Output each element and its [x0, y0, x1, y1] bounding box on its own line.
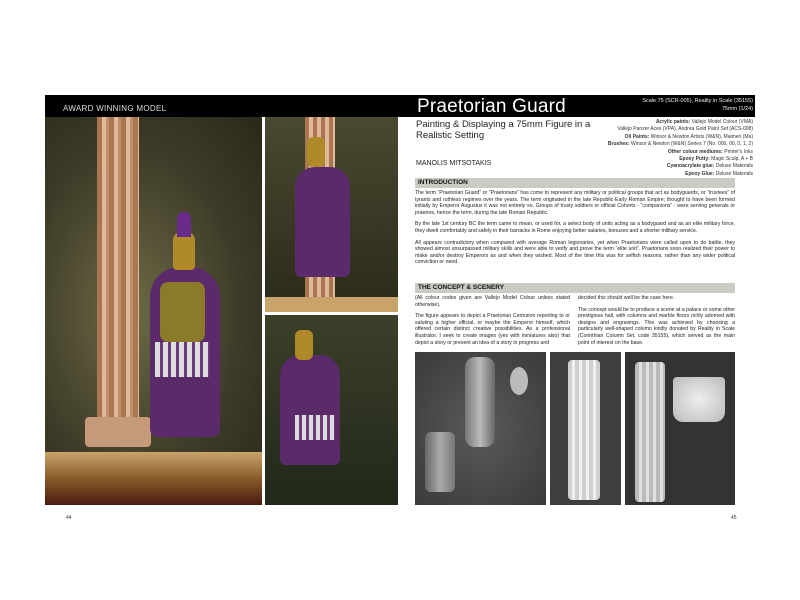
scale-line: 75mm (1/24): [721, 106, 753, 112]
material-item: [608, 126, 753, 133]
page-number-left: 44: [66, 515, 72, 521]
marble-base: [45, 452, 262, 505]
concept-column-1: [415, 295, 570, 351]
section-heading-concept: THE CONCEPT & SCENERY: [415, 283, 735, 293]
material-value: Winsor & Newton (W&N) Series 7 (No. 000, 00, 0, 1, 2): [631, 141, 753, 148]
column-capital-photo: [625, 352, 735, 505]
paragraph: The term “Praetorian Guard” or “Praetorians” has come to represent any military or political groups that act as bodyguards, or “trustees” of tyrants and ruthless regimes over the years. The term originated in the late Republic-Early Roman Empire; thought to have been formed initially by Emperor Augustus it was not entirely so. Groups of trusty soldiers or official Cohorts - “companions” - were serving generals or praetors, hence the term, during the late Roman Republic.: [415, 190, 735, 216]
material-item: [608, 156, 753, 163]
column-part: [568, 360, 600, 500]
metal-figure: [465, 357, 495, 447]
figure-head: [295, 330, 313, 360]
author-name: MANOLIS MITSOTAKIS: [416, 160, 492, 167]
paragraph: The figure appears to depict a Praetorian Centurion reporting to or saluting a higher official, or maybe the Emperor himself, which offered certain distinct creative possibilities. As a professional illustrator, I seek to create images (yes with miniatures also) that depict a story or present an idea of a story in progress and: [415, 313, 570, 346]
figure-photo-bottom: [265, 315, 398, 505]
material-value: Deluxe Materials: [715, 163, 753, 170]
material-label: Oil Paints:: [624, 133, 650, 140]
material-label: Brushes:: [607, 141, 630, 148]
column-photo: [550, 352, 621, 505]
paragraph: The concept would be to produce a scene at a palace or some other prestigious hall, with columns and marble floors richly adorned with designs and engravings. This was achieved by choosing a particularly well-shaped column kindly donated by Reality in Scale (Corinthian Column Set, code 35155), which served as the main point of interest on the base.: [578, 306, 735, 346]
figure-skirt: [295, 415, 335, 440]
material-item: [608, 119, 753, 126]
scale-line: Scale 75 (SCR-005), Reality in Scale (35155): [642, 98, 753, 104]
figure-cloak: [280, 355, 340, 465]
material-item: [608, 134, 753, 141]
capital-part: [673, 377, 725, 422]
section-heading-introduction: INTRODUCTION: [415, 178, 735, 188]
column-shape: [97, 117, 139, 447]
materials-list: [608, 119, 753, 178]
material-value: Vallejo Panzer Aces (VPA), Andrea Gold Paint Set (ACS-008): [617, 126, 753, 133]
figure-head: [173, 232, 195, 270]
material-item: [608, 149, 753, 156]
helmet-part: [510, 367, 528, 395]
main-figure-photo: [45, 117, 262, 505]
material-value: Magic Sculp, A + B: [711, 156, 753, 163]
section-kicker: AWARD WINNING MODEL: [63, 104, 167, 113]
figure-head: [307, 137, 325, 167]
paragraph: decided this should well be the case here.: [578, 295, 675, 301]
article-title: Praetorian Guard: [417, 96, 566, 117]
material-item: [608, 141, 753, 148]
figure-crest: [177, 212, 191, 237]
material-value: Printer's Inks: [724, 148, 753, 155]
material-value: Vallejo Model Colour (VMA): [691, 119, 753, 125]
paragraph: All appears contradictory when compared with average Roman legionaries, yet when Praetorians were called upon to do battle, they showed almost unsurpassed military skills and were able to verify and prove the term “elite unit”. Praetorians soon realized their power to make and/or destroy Emperors as and when they wished. Most of the time this was for selfish reasons, rather than any wider political conviction or need.: [415, 239, 735, 266]
figure-photo-top: [265, 117, 398, 312]
cloak-part: [425, 432, 455, 492]
material-label: Epoxy Glue:: [685, 170, 715, 177]
figure-cloak: [295, 167, 350, 277]
figure-skirt: [155, 342, 210, 377]
material-item: [608, 163, 753, 170]
material-label: Other colour mediums:: [667, 148, 723, 155]
figure-armor: [160, 282, 205, 342]
material-value: Deluxe Materials: [715, 170, 753, 177]
base: [265, 297, 398, 312]
column-part: [635, 362, 665, 502]
intro-text: [415, 190, 735, 271]
concept-column-2: [578, 295, 735, 351]
scale-info: [642, 97, 753, 113]
material-label: Cyanoacrylate glue:: [666, 163, 715, 170]
page-number-right: 45: [731, 515, 737, 521]
article-subtitle: Painting & Displaying a 75mm Figure in a Realistic Setting: [416, 119, 591, 141]
column-base: [85, 417, 151, 447]
material-value: Winsor & Newton Artists (W&N), Maimeri (Ma): [650, 133, 753, 140]
unpainted-parts-photo: [415, 352, 546, 505]
paragraph: (All colour codes given are Vallejo Model Colour unless stated otherwise).: [415, 295, 570, 308]
material-label: Acrylic paints:: [655, 119, 691, 125]
material-label: Epoxy Putty:: [679, 156, 710, 163]
paragraph: By the late 1st century BC the term came to mean, or used for, a select body of units acting as a bodyguard and as an elite military force, they dwelt comfortably and safely in their barracks in Rome enjoying better salaries, bonuses and a shorter military service.: [415, 221, 735, 234]
